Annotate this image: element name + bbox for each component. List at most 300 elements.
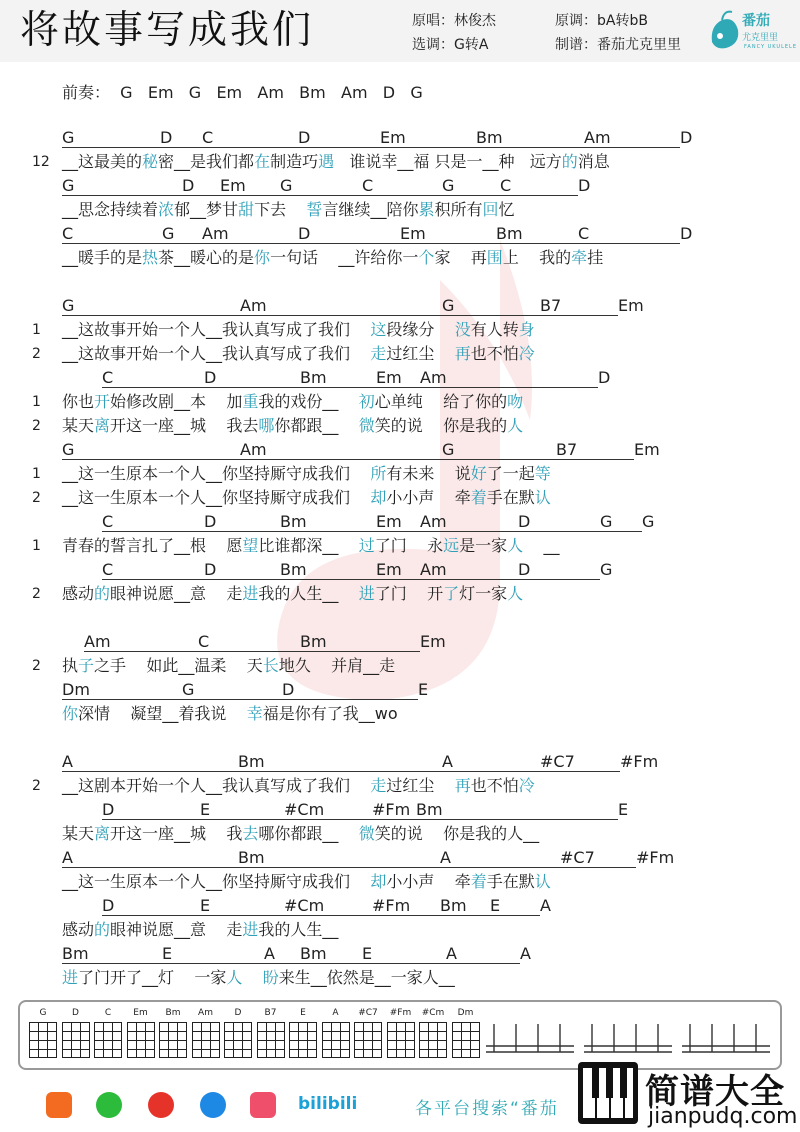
lyric-highlight: 秘 bbox=[142, 152, 159, 171]
lyric-text: 谁说幸__福 只是一__种 远方 bbox=[334, 152, 562, 171]
chord-label: D bbox=[680, 128, 693, 147]
play-icon[interactable] bbox=[200, 1092, 226, 1118]
chord-label: D bbox=[298, 224, 311, 243]
lyric-text: 密__是我们都 bbox=[158, 152, 255, 171]
chord-diagram-grid bbox=[192, 1022, 220, 1058]
lyric-text: 执 bbox=[62, 656, 79, 675]
chord-label: D bbox=[298, 128, 311, 147]
chord-underline bbox=[280, 579, 376, 580]
chord-label: Em bbox=[220, 176, 246, 195]
chord-label: #Fm bbox=[636, 848, 675, 867]
chord-underline bbox=[416, 819, 618, 820]
chord-underline bbox=[202, 243, 298, 244]
lyric-highlight: 初 bbox=[358, 392, 375, 411]
chord-label: #C7 bbox=[560, 848, 595, 867]
brand-url[interactable]: jianpudq.com bbox=[648, 1104, 798, 1129]
lyric-text: 手在默 bbox=[486, 872, 535, 891]
chord-underline bbox=[220, 195, 280, 196]
strum-patterns-icon bbox=[484, 1016, 774, 1060]
chord-label: #C7 bbox=[540, 752, 575, 771]
chord-label: Em bbox=[380, 128, 406, 147]
lyric-text: 郁__梦甘 bbox=[174, 200, 239, 219]
chord-label: D bbox=[680, 224, 693, 243]
lyric-text: 来生__依然是__一家人__ bbox=[278, 968, 455, 987]
lyric-text: 小小声 牵 bbox=[386, 488, 471, 507]
chord-underline bbox=[62, 699, 182, 700]
chord-label: Em bbox=[376, 560, 402, 579]
chord-underline bbox=[298, 243, 400, 244]
lyric-highlight: 吻 bbox=[507, 392, 524, 411]
chord-underline bbox=[300, 387, 376, 388]
lyric-highlight: 走 bbox=[370, 776, 387, 795]
lyric-highlight: 离 bbox=[94, 824, 111, 843]
lyric-text: 积所有 bbox=[434, 200, 483, 219]
chord-diagram-label: D bbox=[234, 1008, 242, 1018]
lyric-highlight: 的 bbox=[561, 152, 578, 171]
chord-underline bbox=[182, 195, 220, 196]
lyric-line bbox=[62, 920, 338, 940]
lyric-text: 一句话 __许给你一 bbox=[270, 248, 419, 267]
chord-underline bbox=[62, 459, 240, 460]
chord-label: Em bbox=[618, 296, 644, 315]
lyric-text: 挂 bbox=[587, 248, 604, 267]
chord-label: Dm bbox=[62, 680, 90, 699]
chord-underline bbox=[204, 531, 280, 532]
chord-underline bbox=[204, 579, 280, 580]
chord-label: Am bbox=[420, 560, 447, 579]
verse-number: 2 bbox=[32, 418, 41, 434]
lyric-text: 消息 bbox=[577, 152, 610, 171]
chord-label: Bm bbox=[300, 368, 327, 387]
chord-underline bbox=[518, 531, 600, 532]
lyric-text: 比谁都深__ bbox=[258, 536, 359, 555]
chord-diagram-label: E bbox=[300, 1008, 306, 1018]
lyric-text: 眼神说愿__意 走 bbox=[110, 584, 243, 603]
lyric-text: 了一起 bbox=[486, 464, 535, 483]
chord-underline bbox=[380, 147, 476, 148]
chord-underline bbox=[540, 315, 618, 316]
song-title: 将故事写成我们 bbox=[20, 8, 315, 53]
lyric-highlight: 牵 bbox=[571, 248, 588, 267]
chord-underline bbox=[440, 915, 490, 916]
lyric-text bbox=[242, 968, 262, 987]
chord-underline bbox=[490, 915, 540, 916]
lyric-text: 笑的说 你是我的 bbox=[374, 416, 508, 435]
lyric-line bbox=[62, 248, 603, 268]
chord-label: #Fm bbox=[372, 896, 411, 915]
logo-english: FANCY UKULELE bbox=[744, 44, 797, 50]
lyric-highlight: 却 bbox=[370, 872, 387, 891]
lyric-line bbox=[62, 464, 551, 484]
lyric-highlight: 你 bbox=[62, 704, 79, 723]
chord-label: E bbox=[200, 896, 211, 915]
chord-underline bbox=[440, 867, 560, 868]
chord-label: E bbox=[200, 800, 211, 819]
logo-name: 番茄 bbox=[742, 13, 770, 29]
lyric-text: 小小声 牵 bbox=[386, 872, 471, 891]
lyric-text: 是一家 bbox=[459, 536, 508, 555]
chord-diagram-grid bbox=[159, 1022, 187, 1058]
chord-label: A bbox=[440, 848, 451, 867]
weibo-icon[interactable] bbox=[148, 1092, 174, 1118]
lyric-text: 也不怕 bbox=[470, 344, 519, 363]
lyric-line bbox=[62, 416, 523, 436]
chord-underline bbox=[162, 963, 264, 964]
chord-label: E bbox=[618, 800, 629, 819]
chord-label: Bm bbox=[238, 848, 265, 867]
lyric-text: 地久 并肩__走 bbox=[278, 656, 396, 675]
lyric-text: __这故事开始一个人__我认真写成了我们 bbox=[62, 320, 371, 339]
chord-diagram-label: Dm bbox=[457, 1008, 474, 1018]
verse-number: 2 bbox=[32, 346, 41, 362]
verse-number: 2 bbox=[32, 658, 41, 674]
search-hint: 各平台搜索“番茄 bbox=[415, 1099, 559, 1119]
chord-label: C bbox=[198, 632, 210, 651]
lyric-highlight: 甜 bbox=[238, 200, 255, 219]
chord-underline bbox=[238, 867, 440, 868]
chord-diagram-label: #C7 bbox=[358, 1008, 378, 1018]
chord-underline bbox=[600, 531, 642, 532]
chord-label: D bbox=[204, 512, 217, 531]
lyric-text: 上 我的 bbox=[502, 248, 572, 267]
lyric-highlight: 认 bbox=[534, 872, 551, 891]
chord-label: Am bbox=[420, 368, 447, 387]
lyric-highlight: 浓 bbox=[158, 200, 175, 219]
lyric-text: 开这一座__城 我 bbox=[110, 824, 243, 843]
lyric-text: 哪你都跟__ bbox=[258, 824, 359, 843]
chord-diagram-grid bbox=[322, 1022, 350, 1058]
verse-number: 2 bbox=[32, 778, 41, 794]
lyric-text: 我的人生__ bbox=[258, 920, 339, 939]
lyric-highlight: 回 bbox=[482, 200, 499, 219]
chord-underline bbox=[442, 315, 540, 316]
lyric-text: 眼神说愿__意 走 bbox=[110, 920, 243, 939]
chord-underline bbox=[62, 963, 162, 964]
lyric-highlight: 长 bbox=[262, 656, 279, 675]
chord-label: Em bbox=[634, 440, 660, 459]
lyric-highlight: 远 bbox=[443, 536, 460, 555]
chord-underline bbox=[202, 147, 298, 148]
chord-label: C bbox=[62, 224, 74, 243]
chord-label: G bbox=[162, 224, 175, 243]
chord-label: Em bbox=[376, 512, 402, 531]
lyric-highlight: 等 bbox=[534, 464, 551, 483]
lyric-text: 下去 bbox=[254, 200, 307, 219]
chord-label: G bbox=[62, 128, 75, 147]
bilibili-icon[interactable]: bilibili bbox=[298, 1094, 358, 1114]
lyric-highlight: 在 bbox=[254, 152, 271, 171]
lyric-highlight: 再 bbox=[454, 344, 471, 363]
chord-underline bbox=[240, 315, 442, 316]
chord-label: A bbox=[446, 944, 457, 963]
lyric-highlight: 没 bbox=[454, 320, 471, 339]
lyric-text: __这一生原本一个人__你坚持厮守成我们 bbox=[62, 488, 371, 507]
chord-label: #Cm bbox=[284, 896, 325, 915]
chord-underline bbox=[300, 651, 420, 652]
chord-underline bbox=[62, 771, 238, 772]
chord-label: E bbox=[418, 680, 429, 699]
chord-label: C bbox=[202, 128, 214, 147]
chord-underline bbox=[200, 819, 284, 820]
lyric-text: 深情 凝望__着我说 bbox=[78, 704, 247, 723]
chord-underline bbox=[540, 771, 620, 772]
lyric-text: __这故事开始一个人__我认真写成了我们 bbox=[62, 344, 371, 363]
lyric-text: 茶__暖心的是 bbox=[158, 248, 255, 267]
chord-label: D bbox=[160, 128, 173, 147]
lyric-line bbox=[62, 320, 535, 340]
lyric-text: 心单纯 给了你的 bbox=[374, 392, 508, 411]
chord-diagram-grid bbox=[354, 1022, 382, 1058]
chord-underline bbox=[282, 699, 418, 700]
chord-label: Bm bbox=[238, 752, 265, 771]
chord-label: Bm bbox=[300, 632, 327, 651]
chord-label: D bbox=[578, 176, 591, 195]
verse-number: 1 bbox=[32, 466, 41, 482]
chord-diagram-label: Em bbox=[133, 1008, 148, 1018]
chord-label: G bbox=[280, 176, 293, 195]
chord-label: G bbox=[62, 176, 75, 195]
chord-diagram-label: #Cm bbox=[421, 1008, 445, 1018]
chord-underline bbox=[102, 819, 200, 820]
lyric-highlight: 走 bbox=[370, 344, 387, 363]
lyric-highlight: 累 bbox=[418, 200, 435, 219]
chord-underline bbox=[578, 243, 680, 244]
lyric-highlight: 盼 bbox=[262, 968, 279, 987]
chord-underline bbox=[372, 915, 440, 916]
chord-label: G bbox=[642, 512, 655, 531]
chord-label: D bbox=[102, 800, 115, 819]
chord-label: Em bbox=[376, 368, 402, 387]
lyric-highlight: 身 bbox=[518, 320, 535, 339]
lyric-text: 我的人生__ bbox=[258, 584, 359, 603]
chord-diagram-label: C bbox=[104, 1008, 112, 1018]
chord-underline bbox=[362, 195, 442, 196]
chord-underline bbox=[560, 867, 636, 868]
chord-diagram-grid bbox=[289, 1022, 317, 1058]
chord-label: A bbox=[540, 896, 551, 915]
lyric-text: 有人转 bbox=[470, 320, 519, 339]
chord-underline bbox=[62, 243, 162, 244]
chord-label: #Cm bbox=[284, 800, 325, 819]
lyric-text: __暖手的是 bbox=[62, 248, 143, 267]
lyric-highlight: 微 bbox=[358, 416, 375, 435]
lyric-highlight: 再 bbox=[454, 776, 471, 795]
chord-diagram-label: #Fm bbox=[389, 1008, 412, 1018]
lyric-highlight: 进 bbox=[242, 920, 259, 939]
lyric-highlight: 却 bbox=[370, 488, 387, 507]
lyric-highlight: 过 bbox=[358, 536, 375, 555]
chord-label: #Fm bbox=[372, 800, 411, 819]
chord-underline bbox=[476, 147, 584, 148]
chord-label: Am bbox=[420, 512, 447, 531]
lyric-line bbox=[62, 536, 560, 556]
lyric-text: 某天 bbox=[62, 416, 95, 435]
original-singer: 原唱：林俊杰 bbox=[412, 13, 496, 29]
chord-underline bbox=[400, 243, 496, 244]
chord-underline bbox=[62, 195, 182, 196]
lyric-highlight: 望 bbox=[242, 536, 259, 555]
producer: 制谱：番茄尤克里里 bbox=[555, 37, 681, 53]
lyric-highlight: 去 bbox=[242, 824, 259, 843]
chord-label: Bm bbox=[476, 128, 503, 147]
chord-underline bbox=[198, 651, 300, 652]
lyric-text: 灯一家 bbox=[459, 584, 508, 603]
lyric-highlight: 认 bbox=[534, 488, 551, 507]
lyric-text: 我的戏份__ bbox=[258, 392, 359, 411]
lyric-highlight: 热 bbox=[142, 248, 159, 267]
video-icon[interactable] bbox=[250, 1092, 276, 1118]
taobao-icon[interactable] bbox=[46, 1092, 72, 1118]
chord-label: E bbox=[362, 944, 373, 963]
brand-name: 简谱大全 bbox=[645, 1072, 785, 1112]
chord-label: D bbox=[598, 368, 611, 387]
lyric-text: 你都跟__ bbox=[274, 416, 359, 435]
chord-underline bbox=[298, 147, 380, 148]
lyric-text: 福是你有了我__wo bbox=[262, 704, 398, 723]
lyric-text: 笑的说 你是我的人__ bbox=[374, 824, 540, 843]
chord-label: D bbox=[282, 680, 295, 699]
lyric-text: 某天 bbox=[62, 824, 95, 843]
lyric-highlight: 离 bbox=[94, 416, 111, 435]
lyric-highlight: 的 bbox=[94, 584, 111, 603]
lyric-highlight: 进 bbox=[242, 584, 259, 603]
chord-underline bbox=[518, 579, 600, 580]
chord-label: Bm bbox=[300, 944, 327, 963]
lyric-text: 你也 bbox=[62, 392, 95, 411]
lyric-highlight: 重 bbox=[242, 392, 259, 411]
chord-underline bbox=[584, 147, 680, 148]
chosen-key: 选调：G转A bbox=[412, 37, 489, 53]
chord-label: C bbox=[362, 176, 374, 195]
lyric-text: 之手 如此__温柔 天 bbox=[94, 656, 263, 675]
lyric-text: 也不怕 bbox=[470, 776, 519, 795]
lyric-text: 了门开了__灯 一家 bbox=[78, 968, 227, 987]
chord-diagram-label: Bm bbox=[165, 1008, 181, 1018]
chord-diagram-grid bbox=[452, 1022, 480, 1058]
chord-diagram-grid bbox=[62, 1022, 90, 1058]
lyric-highlight: 开 bbox=[94, 392, 111, 411]
chord-diagram-grid bbox=[224, 1022, 252, 1058]
chord-label: G bbox=[442, 296, 455, 315]
chord-underline bbox=[280, 531, 376, 532]
chord-label: Bm bbox=[62, 944, 89, 963]
chord-underline bbox=[442, 459, 556, 460]
chord-underline bbox=[240, 459, 442, 460]
chord-label: D bbox=[102, 896, 115, 915]
lyric-text: __这最美的 bbox=[62, 152, 143, 171]
chord-underline bbox=[102, 915, 200, 916]
lyric-highlight: 你 bbox=[254, 248, 271, 267]
chord-label: C bbox=[102, 512, 114, 531]
chord-label: G bbox=[600, 560, 613, 579]
chord-label: Bm bbox=[440, 896, 467, 915]
lyric-highlight: 人 bbox=[507, 536, 524, 555]
chord-underline bbox=[284, 915, 372, 916]
lyric-text: 忆 bbox=[498, 200, 515, 219]
chord-label: Bm bbox=[416, 800, 443, 819]
chord-underline bbox=[446, 963, 520, 964]
lyric-line bbox=[62, 200, 515, 220]
chord-diagram-grid bbox=[94, 1022, 122, 1058]
chord-diagram-grid bbox=[29, 1022, 57, 1058]
chord-label: Am bbox=[240, 296, 267, 315]
chord-underline bbox=[420, 579, 518, 580]
lyric-line bbox=[62, 344, 535, 364]
chord-diagram-grid bbox=[419, 1022, 447, 1058]
lyric-text: 了门 永 bbox=[374, 536, 444, 555]
wechat-icon[interactable] bbox=[96, 1092, 122, 1118]
chord-diagram-grid bbox=[127, 1022, 155, 1058]
chord-label: G bbox=[62, 296, 75, 315]
chord-diagram-label: A bbox=[332, 1008, 339, 1018]
chord-diagram-label: D bbox=[72, 1008, 79, 1018]
chord-underline bbox=[376, 531, 420, 532]
chord-label: D bbox=[518, 560, 531, 579]
verse-number: 1 bbox=[32, 538, 41, 554]
chord-label: B7 bbox=[540, 296, 562, 315]
chord-label: D bbox=[182, 176, 195, 195]
lyric-text: 言继续__陪你 bbox=[322, 200, 419, 219]
chord-label: D bbox=[518, 512, 531, 531]
chord-label: C bbox=[578, 224, 590, 243]
chord-underline bbox=[376, 387, 420, 388]
chord-underline bbox=[62, 315, 240, 316]
lyric-highlight: 着 bbox=[470, 872, 487, 891]
lyric-text: __这一生原本一个人__你坚持厮守成我们 bbox=[62, 872, 371, 891]
lyric-text: 始修改剧__本 加 bbox=[110, 392, 243, 411]
lyric-text: __思念持续着 bbox=[62, 200, 159, 219]
lyric-line bbox=[62, 488, 551, 508]
lyric-text: __ bbox=[523, 536, 560, 555]
lyric-text: 有未来 说 bbox=[386, 464, 471, 483]
chord-label: A bbox=[62, 848, 73, 867]
lyric-highlight: 人 bbox=[226, 968, 243, 987]
chord-underline bbox=[442, 771, 540, 772]
chord-underline bbox=[204, 387, 300, 388]
chord-label: Bm bbox=[496, 224, 523, 243]
lyric-highlight: 这 bbox=[370, 320, 387, 339]
verse-number: 2 bbox=[32, 490, 41, 506]
chord-underline bbox=[496, 243, 578, 244]
chord-label: B7 bbox=[556, 440, 578, 459]
verse-number: 12 bbox=[32, 154, 50, 170]
chord-diagram-grid bbox=[257, 1022, 285, 1058]
chord-underline bbox=[102, 531, 204, 532]
chord-label: Am bbox=[202, 224, 229, 243]
chord-underline bbox=[160, 147, 202, 148]
chord-underline bbox=[420, 531, 518, 532]
original-key: 原调：bA转bB bbox=[555, 13, 648, 29]
lyric-text: 家 再 bbox=[434, 248, 487, 267]
lyric-highlight: 幸 bbox=[246, 704, 263, 723]
chord-underline bbox=[102, 387, 204, 388]
chord-underline bbox=[500, 195, 578, 196]
chord-underline bbox=[102, 579, 204, 580]
chord-underline bbox=[362, 963, 446, 964]
chord-underline bbox=[442, 195, 500, 196]
lyric-text: __这一生原本一个人__你坚持厮守成我们 bbox=[62, 464, 371, 483]
lyric-line bbox=[62, 584, 523, 604]
chord-underline bbox=[376, 579, 420, 580]
chord-label: Am bbox=[584, 128, 611, 147]
lyric-text: 感动 bbox=[62, 584, 95, 603]
lyric-highlight: 子 bbox=[78, 656, 95, 675]
lyric-text: 青春的誓言扎了__根 愿 bbox=[62, 536, 243, 555]
chord-label: G bbox=[62, 440, 75, 459]
lyric-line bbox=[62, 152, 610, 172]
lyric-highlight: 好 bbox=[470, 464, 487, 483]
chord-label: Bm bbox=[280, 512, 307, 531]
